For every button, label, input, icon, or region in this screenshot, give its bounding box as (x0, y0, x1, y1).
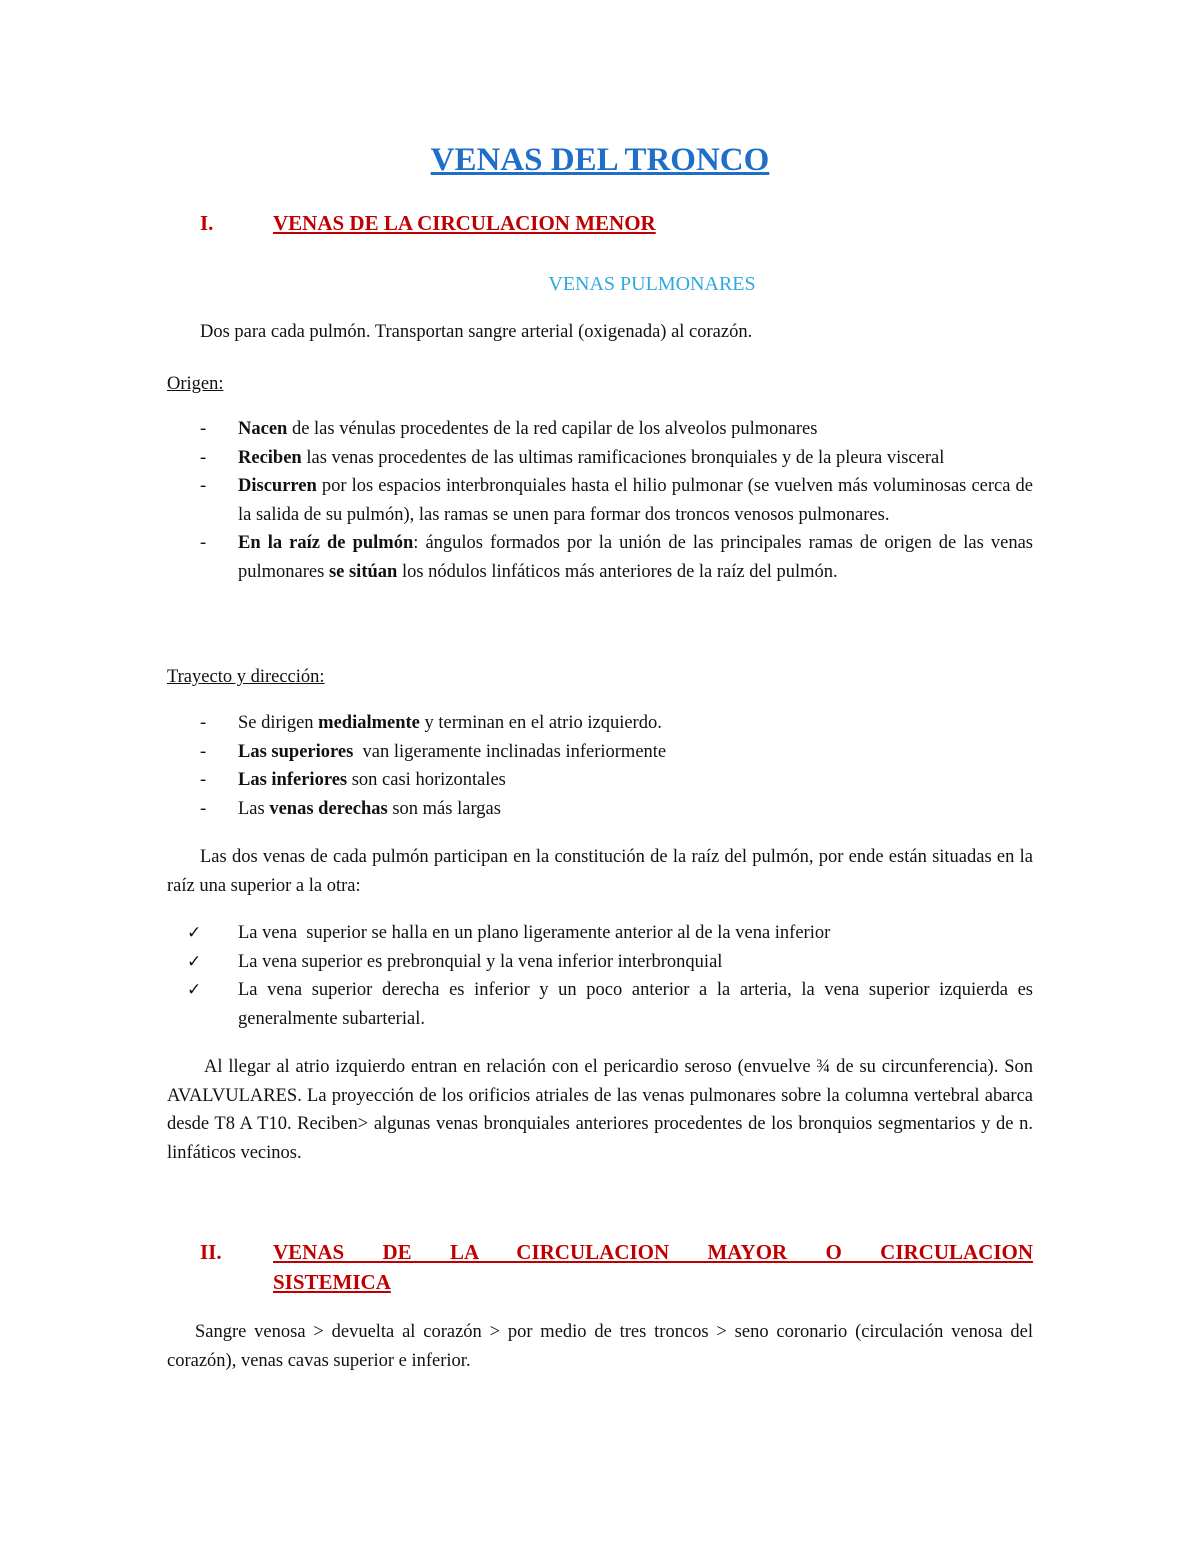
list-item (200, 472, 1033, 529)
section-2-heading-line1: VENAS DE LA CIRCULACION MAYOR O CIRCULACION (273, 1240, 1033, 1264)
item-text: : ángulos formados por la unión de las principales ramas de origen de las venas pulmonares (238, 533, 1034, 582)
dash-bullet: - (200, 533, 207, 553)
section-1-subheading: VENAS PULMONARES (548, 273, 756, 295)
item-text: van ligeramente inclinadas inferiormente (353, 741, 667, 762)
checkmark-icon: ✓ (187, 980, 202, 1000)
section-2-heading-line2: SISTEMICA (273, 1270, 391, 1294)
dash-bullet: - (200, 476, 207, 496)
dash-bullet: - (200, 741, 207, 762)
section-2-paragraph: Sangre venosa > devuelta al corazón > por medio de tres troncos > seno coronario (circulación venosa del corazón), venas cavas superior e inferior. (167, 1322, 1033, 1371)
check-text: La vena superior derecha es inferior y un poco anterior a la arteria, la vena superior izquierda es generalmente subarterial. (238, 980, 1033, 1029)
list-item (200, 444, 1033, 473)
dash-bullet: - (200, 419, 207, 439)
trayecto-label: Trayecto y dirección: (167, 667, 325, 687)
item-bold: En la raíz de pulmón (238, 533, 414, 553)
dash-bullet: - (200, 798, 207, 819)
list-item (200, 738, 1033, 767)
dash-bullet: - (200, 447, 207, 468)
item-text: Las (238, 798, 270, 819)
check-text: La vena superior es prebronquial y la vena inferior interbronquial (238, 951, 723, 972)
check-item (187, 948, 1033, 977)
item-text: las venas procedentes de las ultimas ramificaciones bronquiales y de la pleura visceral (301, 447, 945, 468)
trayecto-list (200, 709, 1033, 823)
checkmark-icon: ✓ (187, 951, 202, 972)
item-text: y terminan en el atrio izquierdo. (419, 713, 662, 733)
origen-list (200, 415, 1033, 586)
list-item (200, 795, 1033, 824)
item-bold: Las superiores (238, 741, 354, 762)
item-bold: Nacen (238, 419, 288, 439)
dash-bullet: - (200, 713, 207, 733)
section-1-numeral: I. (200, 211, 214, 235)
item-text: Se dirigen (238, 713, 319, 733)
section-2-numeral: II. (200, 1240, 222, 1264)
item-bold: Discurren (238, 476, 317, 496)
section-1-heading: VENAS DE LA CIRCULACION MENOR (273, 211, 656, 235)
origen-label: Origen: (167, 374, 224, 394)
dash-bullet: - (200, 770, 207, 790)
item-text: son casi horizontales (347, 770, 506, 790)
check-text: La vena superior se halla en un plano ligeramente anterior al de la vena inferior (238, 923, 831, 943)
item-bold: se sitúan (328, 561, 398, 582)
intro-paragraph: Dos para cada pulmón. Transportan sangre arterial (oxigenada) al corazón. (200, 322, 753, 342)
item-text: por los espacios interbronquiales hasta el hilio pulmonar (se vuelven más voluminosas cerca de la salida de su pulmón), las ramas se unen para formar dos troncos venosos pulmonares. (238, 476, 1033, 525)
check-item (187, 919, 1033, 948)
raiz-paragraph: Las dos venas de cada pulmón participan en la constitución de la raíz del pulmón, por ende están situadas en la raíz una superior a la otra: (167, 847, 1033, 896)
item-text: los nódulos linfáticos más anteriores de la raíz del pulmón. (397, 561, 838, 582)
list-item (200, 529, 1033, 586)
list-item (200, 766, 1033, 795)
item-bold: venas derechas (269, 798, 388, 819)
check-item (187, 976, 1033, 1033)
item-text: son más largas (387, 798, 501, 819)
atrio-paragraph: Al llegar al atrio izquierdo entran en relación con el pericardio seroso (envuelve ¾ de su circunferencia). Son AVALVULARES. La proyección de los orificios atriales de las venas pulmonares sobre la columna vertebral abarca desde T8 A T10. Reciben> algunas venas bronquiales anteriores procedentes de los bronquios segmentarios y de n. linfáticos vecinos. (167, 1057, 1033, 1163)
item-bold: Reciben (238, 447, 302, 468)
checks-list (187, 919, 1033, 1033)
checkmark-icon: ✓ (187, 923, 202, 943)
item-text: de las vénulas procedentes de la red capilar de los alveolos pulmonares (287, 419, 818, 439)
list-item (200, 415, 1033, 444)
item-bold: Las inferiores (238, 770, 348, 790)
item-bold: medialmente (318, 713, 420, 733)
document-title: VENAS DEL TRONCO (430, 142, 770, 178)
list-item (200, 709, 1033, 738)
